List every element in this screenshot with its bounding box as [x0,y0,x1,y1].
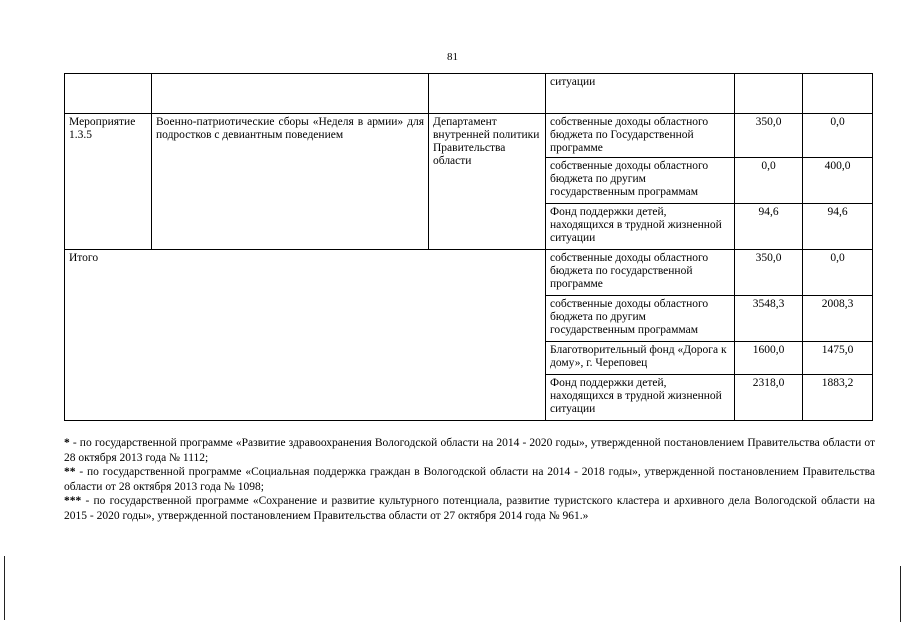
footnote-3 [64,494,875,523]
footnote-2 [64,465,875,494]
value2-cell: 2008,3 [803,296,873,342]
footnote-text: - по государственной программе «Сохранение и развитие культурного потенциала, развитие туристского кластера и архивного дела Вологодской области на 2015 - 2020 годы», утвержденной постановлением Правительства области от 27 октября 2014 года № 961.» [64,495,875,522]
continuation-source-cell: ситуации [546,74,735,114]
value1-cell: 1600,0 [735,342,803,375]
budget-table [64,73,873,421]
value2-cell: 1475,0 [803,342,873,375]
footnote-mark: ** [64,466,76,478]
value1-cell: 350,0 [735,114,803,158]
page-number: 81 [447,51,458,63]
event-executor-cell: Департамент внутренней политики Правительства области [429,114,546,250]
table-row-continuation [65,74,873,114]
table-row [65,114,873,158]
footnote-mark: *** [64,495,82,507]
value2-cell: 0,0 [803,114,873,158]
footnote-1 [64,436,875,465]
funding-source-cell: собственные доходы областного бюджета по государственной программе [546,250,735,296]
funding-source-cell: собственные доходы областного бюджета по другим государственным программам [546,296,735,342]
value2-cell: 400,0 [803,158,873,204]
value2-cell: 94,6 [803,204,873,250]
funding-source-cell: Фонд поддержки детей, находящихся в трудной жизненной ситуации [546,204,735,250]
funding-source-cell: собственные доходы областного бюджета по Государственной программе [546,114,735,158]
funding-source-cell: Фонд поддержки детей, находящихся в трудной жизненной ситуации [546,375,735,421]
continuation-empty-cell [429,74,546,114]
scan-edge-mark [900,566,901,622]
value1-cell: 2318,0 [735,375,803,421]
footnote-mark: * [64,437,70,449]
event-code-cell: Мероприятие 1.3.5 [65,114,152,250]
footnote-text: - по государственной программе «Развитие здравоохранения Вологодской области на 2014 - 2020 годы», утвержденной постановлением Правительства области от 28 октября 2013 года № 1112; [64,437,875,464]
footnote-text: - по государственной программе «Социальная поддержка граждан в Вологодской области на 2014 - 2018 годы», утвержденной постановлением Правительства области от 28 октября 2013 года № 1098; [64,466,875,493]
total-label-cell: Итого [65,250,546,421]
scan-edge-mark [4,556,5,620]
funding-source-cell: собственные доходы областного бюджета по другим государственным программам [546,158,735,204]
value1-cell: 3548,3 [735,296,803,342]
continuation-empty-cell [65,74,152,114]
value2-cell: 1883,2 [803,375,873,421]
value1-cell: 350,0 [735,250,803,296]
value1-cell: 0,0 [735,158,803,204]
event-name-cell: Военно-патриотические сборы «Неделя в армии» для подростков с девиантным поведением [152,114,429,250]
continuation-empty-cell [735,74,803,114]
continuation-empty-cell [152,74,429,114]
value2-cell: 0,0 [803,250,873,296]
table-row [65,250,873,296]
footnotes [64,436,875,523]
continuation-empty-cell [803,74,873,114]
value1-cell: 94,6 [735,204,803,250]
funding-source-cell: Благотворительный фонд «Дорога к дому», г. Череповец [546,342,735,375]
